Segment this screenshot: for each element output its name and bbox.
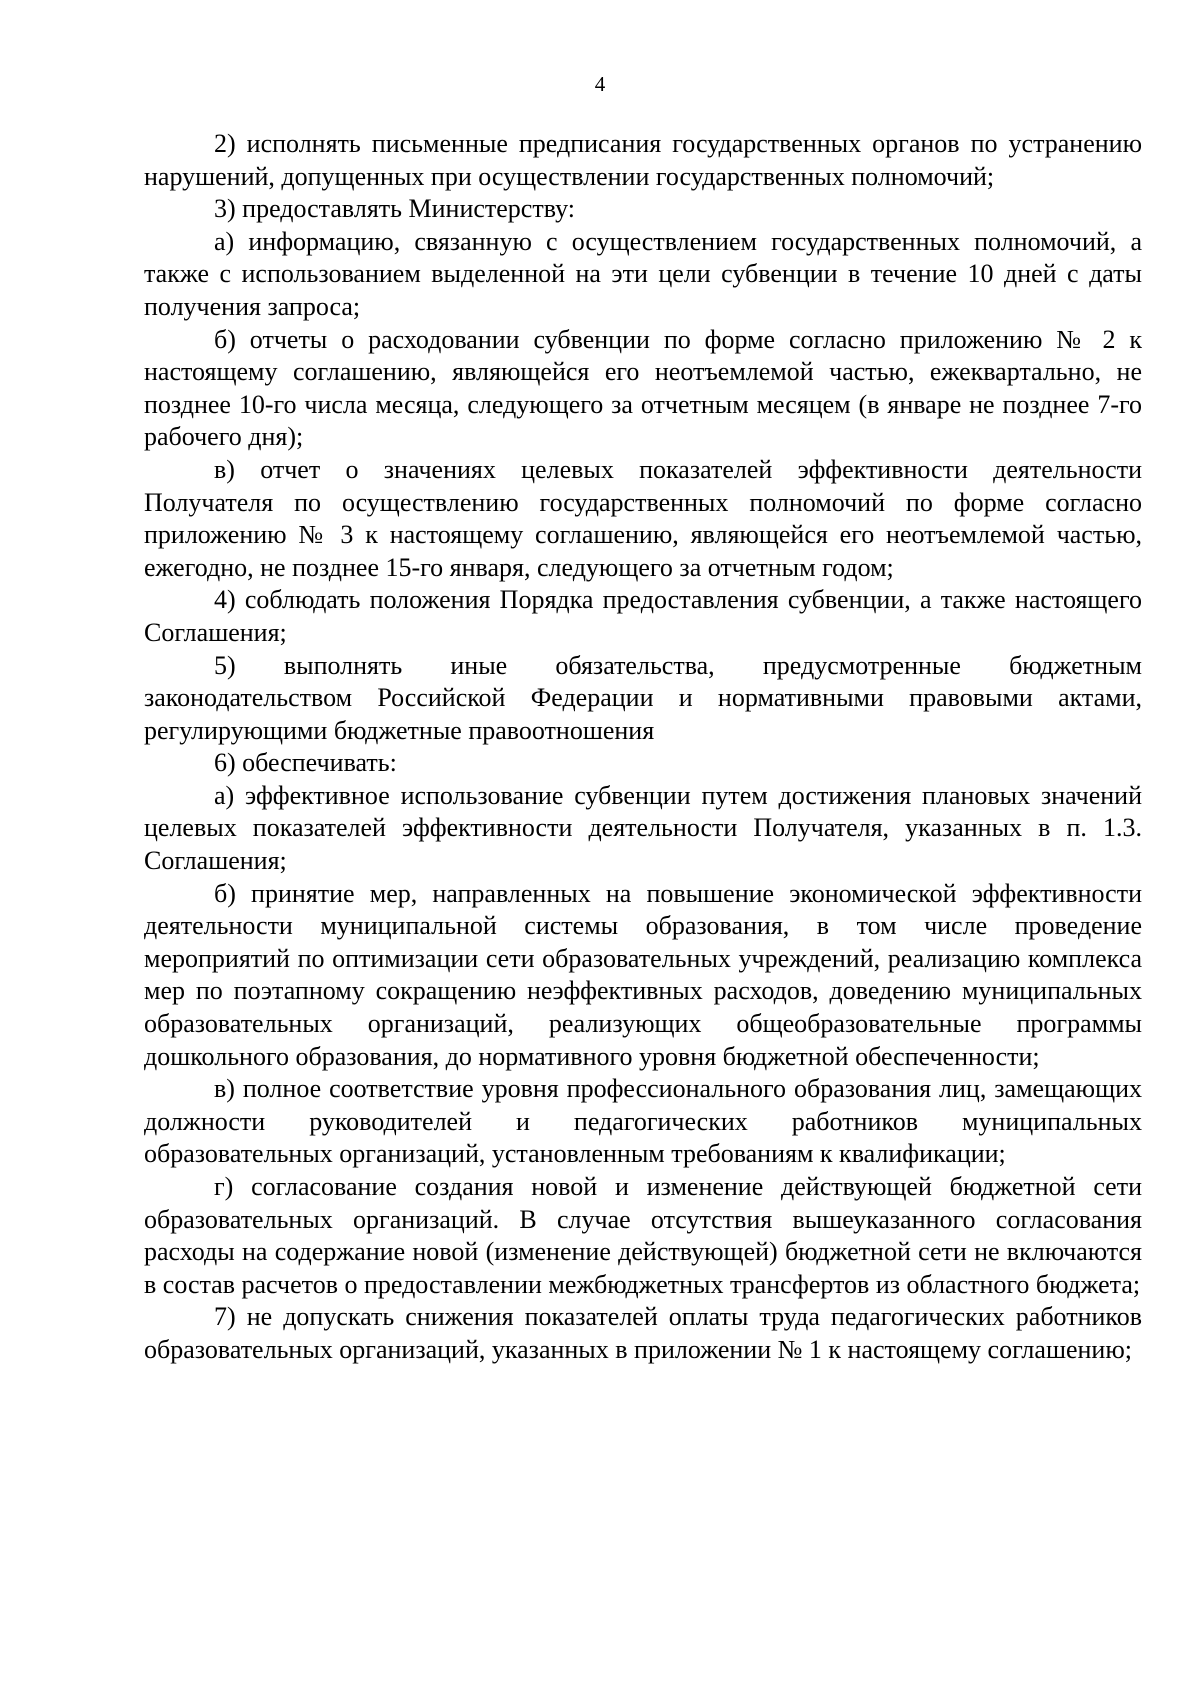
paragraph-clause-4: 4) соблюдать положения Порядка предоставления субвенции, а также настоящего Соглашения; [144,585,1142,647]
paragraph-clause-3v: в) отчет о значениях целевых показателей эффективности деятельности Получателя по осуществлению государственных полномочий по форме согласно приложению № 3 к настоящему соглашению, являющейся его неотъемлемой частью, ежегодно, не позднее 15-го января, следующего за отчетным годом; [144,454,1142,582]
page-number: 4 [594,72,606,96]
paragraph-clause-6a: а) эффективное использование субвенции путем достижения плановых значений целевых показателей эффективности деятельности Получателя, указанных в п. 1.3. Соглашения; [144,780,1142,876]
paragraph-clause-6: 6) обеспечивать: [214,748,397,778]
paragraph-clause-7: 7) не допускать снижения показателей оплаты труда педагогических работников образовательных организаций, указанных в приложении № 1 к настоящему соглашению; [144,1302,1142,1364]
document-body [144,128,1142,1367]
paragraph-clause-3: 3) предоставлять Министерству: [214,194,575,224]
paragraph-clause-6b: б) принятие мер, направленных на повышение экономической эффективности деятельности муниципальной системы образования, в том числе проведение мероприятий по оптимизации сети образовательных учреждений, реализацию комплекса мер по поэтапному сокращению неэффективных расходов, доведению муниципальных образовательных организаций, реализующих общеобразовательные программы дошкольного образования, до нормативного уровня бюджетной обеспеченности; [144,878,1142,1071]
paragraph-clause-2: 2) исполнять письменные предписания государственных органов по устранению нарушений, допущенных при осуществлении государственных полномочий; [144,129,1142,191]
paragraph-clause-3b: б) отчеты о расходовании субвенции по форме согласно приложению № 2 к настоящему соглашению, являющейся его неотъемлемой частью, ежеквартально, не позднее 10-го числа месяца, следующего за отчетным месяцем (в январе не позднее 7-го рабочего дня); [144,324,1142,452]
paragraph-clause-6v: в) полное соответствие уровня профессионального образования лиц, замещающих должности руководителей и педагогических работников муниципальных образовательных организаций, установленным требованиям к квалификации; [144,1074,1142,1169]
paragraph-clause-6g: г) согласование создания новой и изменение действующей бюджетной сети образовательных организаций. В случае отсутствия вышеуказанного согласования расходы на содержание новой (изменение действующей) бюджетной сети не включаются в состав расчетов о предоставлении межбюджетных трансфертов из областного бюджета; [144,1172,1142,1299]
paragraph-clause-5: 5) выполнять иные обязательства, предусмотренные бюджетным законодательством Российской Федерации и нормативными правовыми актами, регулирующими бюджетные правоотношения [144,650,1142,745]
paragraph-clause-3a: а) информацию, связанную с осуществлением государственных полномочий, а также с использованием выделенной на эти цели субвенции в течение 10 дней с даты получения запроса; [144,226,1142,321]
